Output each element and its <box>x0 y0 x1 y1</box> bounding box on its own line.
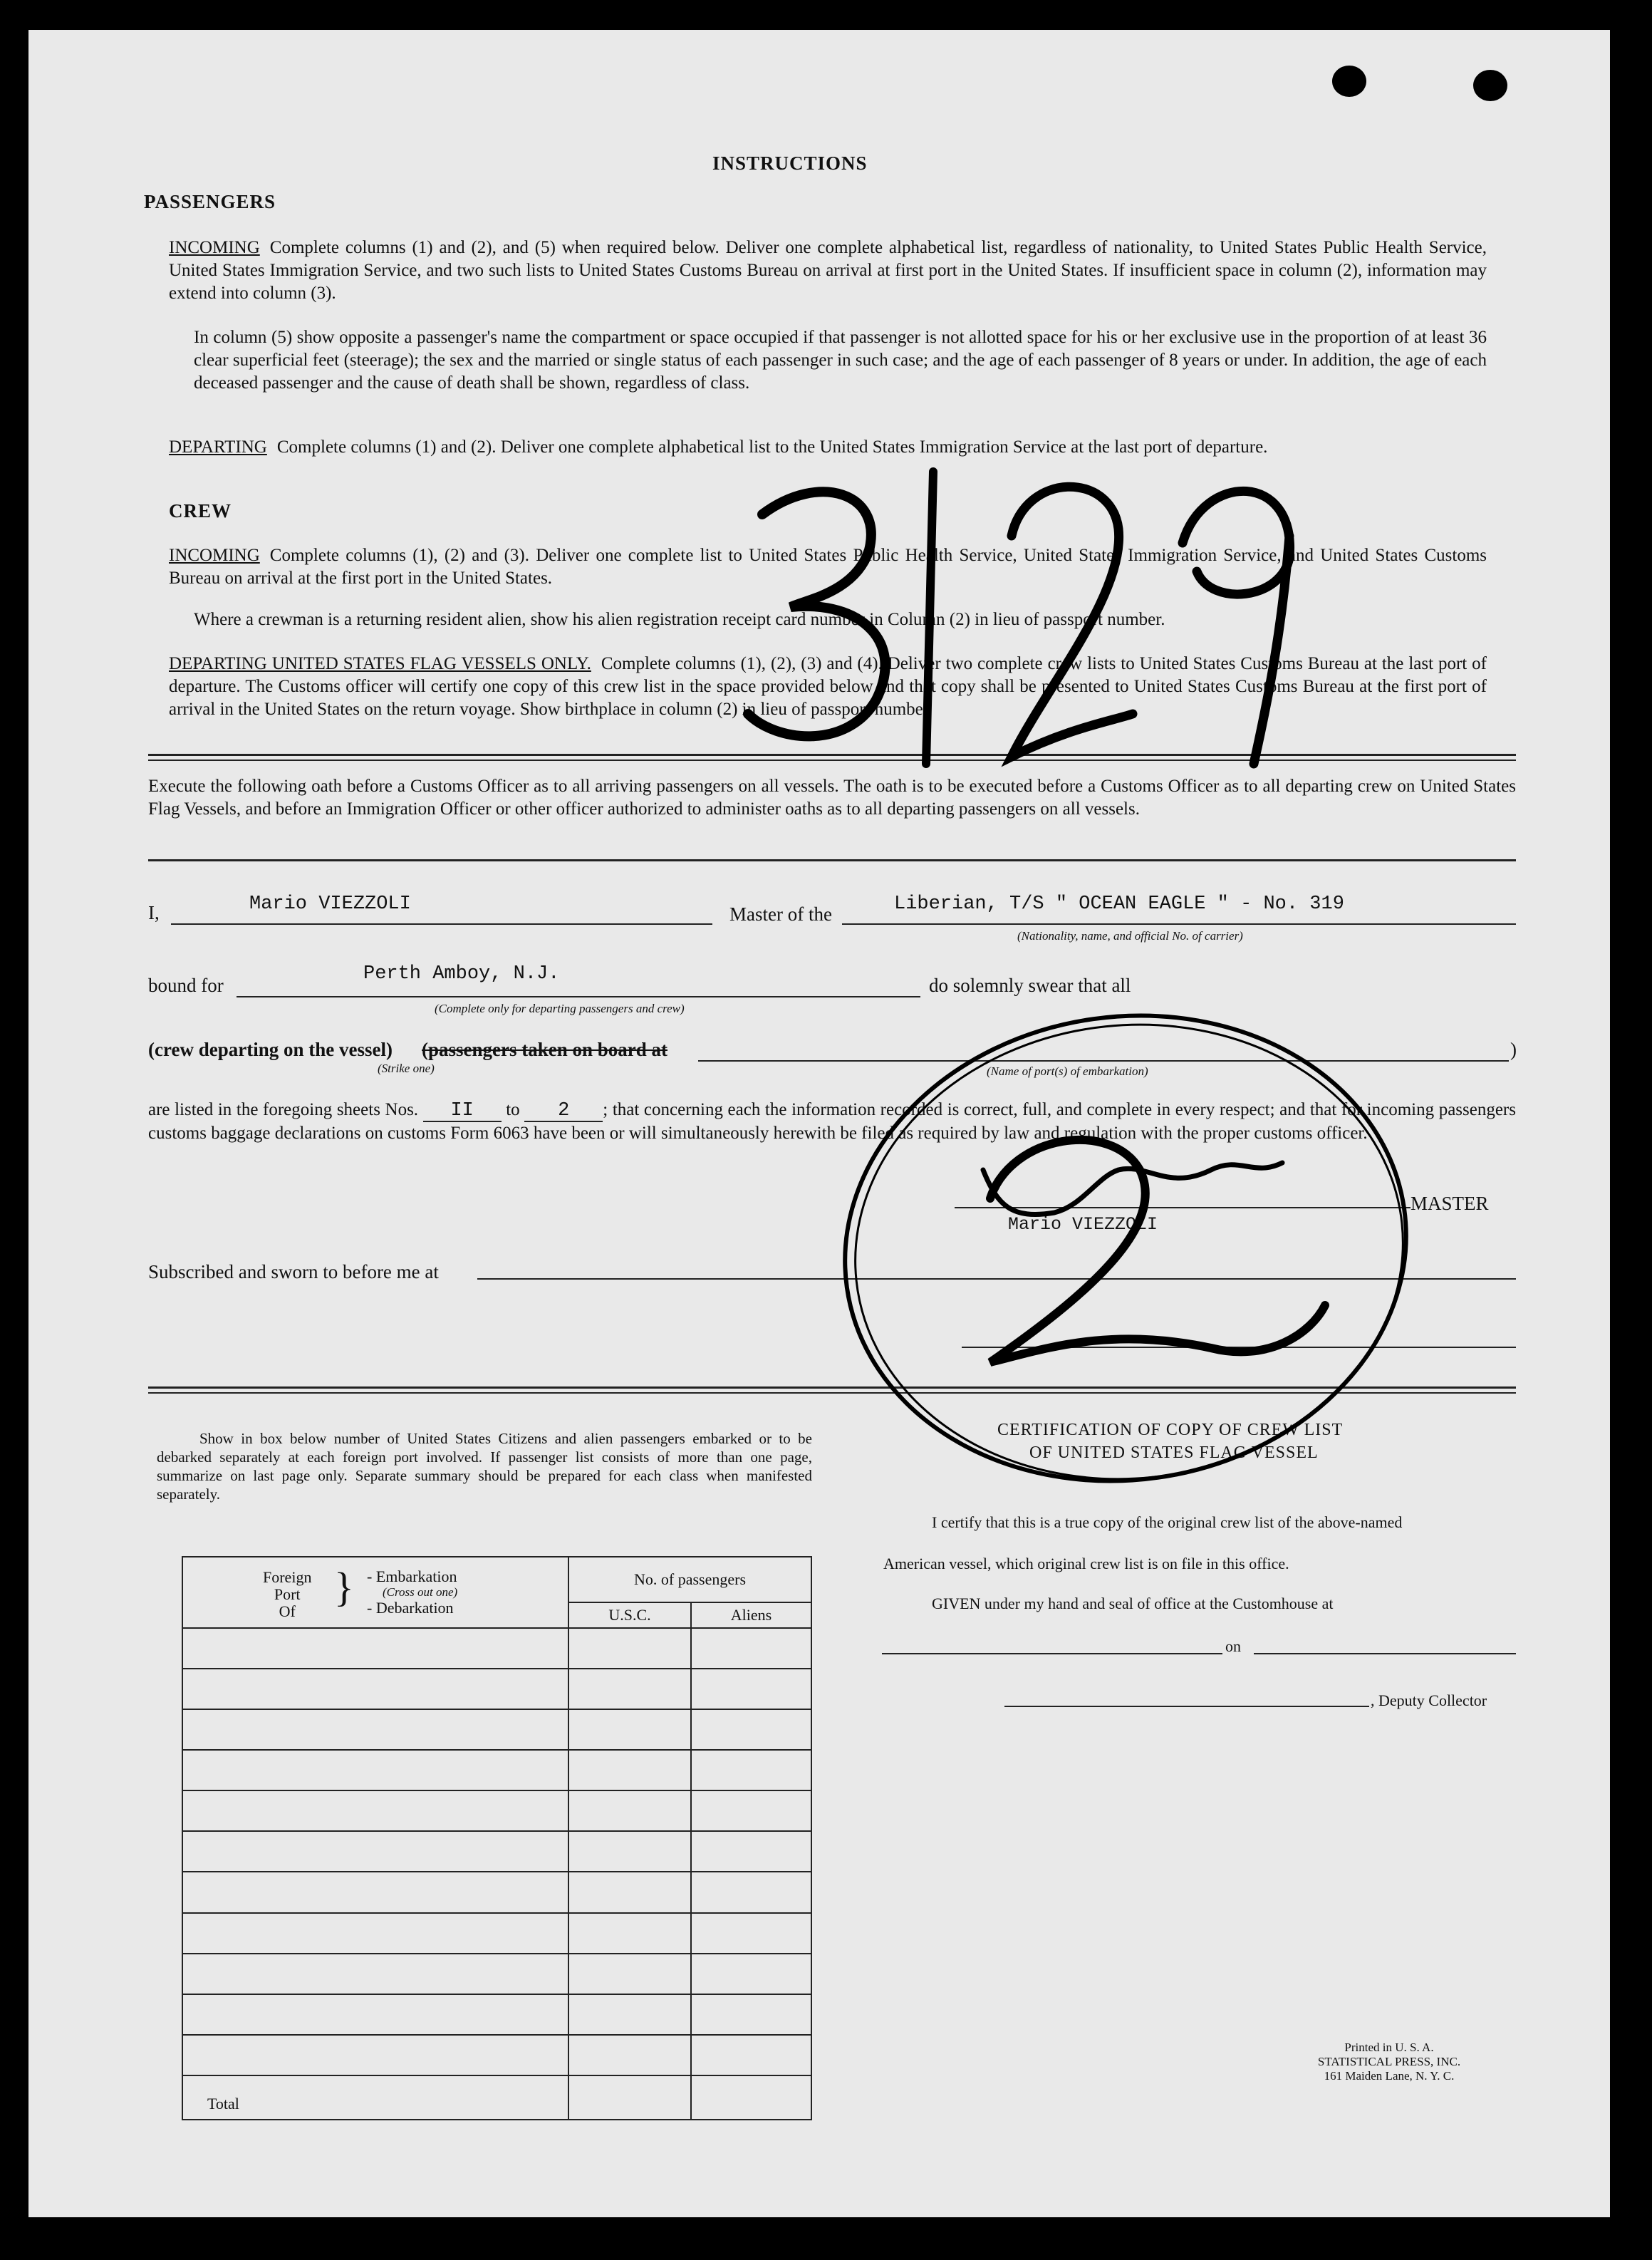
on-label: on <box>1225 1637 1241 1655</box>
certify-line-1: I certify that this is a true copy of the original crew list of the above-named <box>932 1513 1403 1531</box>
subscribed-label: Subscribed and sworn to before me at <box>148 1261 439 1282</box>
aliens-cell[interactable] <box>691 1709 811 1750</box>
master-name[interactable]: Mario VIEZZOLI <box>249 893 411 915</box>
departing-label: DEPARTING <box>169 437 267 457</box>
divider <box>148 859 1516 861</box>
crewman-instructions: Where a crewman is a returning resident alien, show his alien registration receipt card number in Column (2) in lieu of passport number. <box>194 610 1165 629</box>
port-cell[interactable] <box>182 2035 568 2075</box>
port-cell[interactable] <box>182 1709 568 1750</box>
divider <box>148 754 1516 756</box>
carrier-caption: (Nationality, name, and official No. of carrier) <box>1017 929 1243 943</box>
deputy-label: , Deputy Collector <box>1371 1691 1487 1709</box>
printer-imprint <box>1268 2041 1510 2083</box>
table-header-row <box>182 1557 811 1602</box>
oath-i-label: I, <box>148 902 160 923</box>
passengers-heading: PASSENGERS <box>144 191 276 212</box>
incoming-text: Complete columns (1) and (2), and (5) when required below. Deliver one complete alphabetical list, regardless of nationality, to United States Public Health Service, United States Immigration Service, and two such lists to United States Customs Bureau on arrival at first port in the United States. If insufficient space in column (2), information may extend into column (3). <box>169 238 1487 303</box>
column5-instructions: In column (5) show opposite a passenger's name the compartment or space occupied if that passenger is not allotted space for his or her exclusive use in the proportion of at least 36 clear superficial feet (steerage); the sex and the married or single status of each passenger in such case; and the age of each passenger of 8 years or under. In addition, the age of each deceased passenger and the cause of death shall be shown, regardless of class. <box>194 328 1487 393</box>
carrier-line <box>842 923 1516 925</box>
master-of-label: Master of the <box>729 903 832 925</box>
aliens-cell[interactable] <box>691 1954 811 1994</box>
port-cell[interactable] <box>182 1750 568 1790</box>
sheet-to[interactable]: 2 <box>524 1101 603 1122</box>
aliens-header: Aliens <box>691 1602 811 1628</box>
incoming-instructions <box>169 237 1487 305</box>
crew-incoming-instructions <box>169 544 1487 590</box>
usc-cell[interactable] <box>568 1872 691 1912</box>
ports-caption: (Name of port(s) of embarkation) <box>987 1064 1148 1078</box>
port-cell[interactable] <box>182 1872 568 1912</box>
brace-icon: } <box>334 1564 354 1610</box>
usc-cell[interactable] <box>568 1994 691 2035</box>
deputy-line[interactable] <box>1004 1706 1369 1707</box>
aliens-cell[interactable] <box>691 2035 811 2075</box>
table-row <box>182 1872 811 1912</box>
ports-line <box>698 1060 1509 1062</box>
table-row <box>182 1994 811 2035</box>
crew-heading: CREW <box>169 500 232 522</box>
departing-instructions <box>169 436 1487 459</box>
document-page <box>28 30 1610 2217</box>
name-line <box>171 923 712 925</box>
usc-cell[interactable] <box>568 1913 691 1954</box>
subscribed-line <box>477 1278 1516 1280</box>
bound-for-value[interactable]: Perth Amboy, N.J. <box>363 963 560 985</box>
customhouse-line[interactable] <box>882 1653 1222 1654</box>
usc-cell[interactable] <box>568 1750 691 1790</box>
usc-cell[interactable] <box>568 1669 691 1709</box>
sheets-paragraph <box>148 1099 1516 1145</box>
crew-departing-option[interactable]: (crew departing on the vessel) <box>148 1039 393 1060</box>
total-label: Total <box>182 2075 568 2120</box>
printer-line-2: STATISTICAL PRESS, INC. <box>1317 2055 1461 2068</box>
signature-line <box>955 1207 1411 1208</box>
aliens-total-cell[interactable] <box>691 2075 811 2120</box>
aliens-cell[interactable] <box>691 1831 811 1872</box>
to-label: to <box>506 1100 520 1119</box>
foreign-label: Foreign <box>263 1568 312 1586</box>
bound-for-line <box>237 996 920 997</box>
table-row <box>182 1669 811 1709</box>
divider <box>148 760 1516 761</box>
embark-options <box>367 1569 457 1616</box>
aliens-cell[interactable] <box>691 1628 811 1669</box>
certification-title-2: OF UNITED STATES FLAG VESSEL <box>1029 1443 1319 1462</box>
aliens-cell[interactable] <box>691 1913 811 1954</box>
table-row <box>182 1709 811 1750</box>
punch-hole <box>1332 66 1366 97</box>
of-label: Of <box>279 1602 296 1620</box>
total-row <box>182 2075 811 2120</box>
sheets-label: are listed in the foregoing sheets Nos. <box>148 1100 419 1119</box>
usc-cell[interactable] <box>568 2035 691 2075</box>
port-cell[interactable] <box>182 1790 568 1831</box>
table-row <box>182 1954 811 1994</box>
signature-typed-name: Mario VIEZZOLI <box>1008 1214 1158 1235</box>
embarkation-option[interactable]: - Embarkation <box>367 1567 457 1585</box>
certify-line-2: American vessel, which original crew list is on file in this office. <box>883 1555 1289 1572</box>
passenger-summary-table <box>182 1556 812 2120</box>
printer-line-3: 161 Maiden Lane, N. Y. C. <box>1324 2069 1455 2083</box>
port-label: Port <box>274 1585 301 1603</box>
aliens-cell[interactable] <box>691 1872 811 1912</box>
crew-departing-instructions <box>169 653 1487 721</box>
usc-cell[interactable] <box>568 1954 691 1994</box>
table-row <box>182 1831 811 1872</box>
table-row <box>182 1790 811 1831</box>
usc-cell[interactable] <box>568 1628 691 1669</box>
port-cell[interactable] <box>182 1954 568 1994</box>
passengers-option-struck[interactable]: (passengers taken on board at <box>422 1039 668 1060</box>
foreign-port-of <box>263 1569 311 1620</box>
table-row <box>182 1628 811 1669</box>
date-line[interactable] <box>1254 1653 1516 1654</box>
usc-cell[interactable] <box>568 1831 691 1872</box>
port-cell[interactable] <box>182 1994 568 2035</box>
officer-line <box>962 1347 1516 1348</box>
incoming-label: INCOMING <box>169 238 260 257</box>
aliens-cell[interactable] <box>691 1669 811 1709</box>
punch-hole <box>1473 70 1507 101</box>
port-cell[interactable] <box>182 1913 568 1954</box>
usc-cell[interactable] <box>568 1790 691 1831</box>
port-header-cell <box>182 1557 568 1628</box>
bound-for-label: bound for <box>148 975 224 996</box>
usc-header: U.S.C. <box>568 1602 691 1628</box>
oath-instructions: Execute the following oath before a Customs Officer as to all arriving passengers on all vessels. The oath is to be executed before a Customs Officer as to all departing crew on United States Flag Vessels, and before an Immigration Officer or other officer authorized to administer oaths as to all departing passengers on all vessels. <box>148 777 1516 819</box>
table-row <box>182 2035 811 2075</box>
aliens-cell[interactable] <box>691 1994 811 2035</box>
aliens-cell[interactable] <box>691 1750 811 1790</box>
crew-departing-text: Complete columns (1), (2), (3) and (4). Deliver two complete crew lists to United States Customs Bureau at the last port of departure. The Customs officer will certify one copy of this crew list in the space provided below and that copy shall be presented to United States Customs Bureau at the first port of arrival in the United States on the return voyage. Show birthplace in column (2) in lieu of passport number. <box>169 654 1487 719</box>
box-instructions: Show in box below number of United States Citizens and alien passengers embarked or to be debarked separately at each foreign port involved. If passenger list consists of more than one page, summarize on last page only. Separate summary should be prepared for each class when manifested separately. <box>157 1430 812 1503</box>
departing-text: Complete columns (1) and (2). Deliver one complete alphabetical list to the United States Immigration Service at the last port of departure. <box>276 437 1268 457</box>
port-cell[interactable] <box>182 1669 568 1709</box>
sheets-text: ; that concerning each the information recorded is correct, full, and complete in every respect; and that for incoming passengers customs baggage declarations on customs Form 6063 have been or will simultaneously herewith be filed as required by law and regulation with the proper customs officer. <box>148 1100 1516 1143</box>
printer-line-1: Printed in U. S. A. <box>1344 2041 1434 2054</box>
usc-cell[interactable] <box>568 1709 691 1750</box>
table-row <box>182 1913 811 1954</box>
port-cell[interactable] <box>182 1831 568 1872</box>
close-paren: ) <box>1510 1039 1517 1060</box>
divider <box>148 1386 1516 1389</box>
aliens-cell[interactable] <box>691 1790 811 1831</box>
sheet-from[interactable]: II <box>423 1101 502 1122</box>
no-passengers-header: No. of passengers <box>568 1557 811 1602</box>
port-cell[interactable] <box>182 1628 568 1669</box>
instructions-title: INSTRUCTIONS <box>712 152 868 174</box>
crew-incoming-label: INCOMING <box>169 546 260 565</box>
strike-caption: (Strike one) <box>378 1062 435 1075</box>
usc-total-cell[interactable] <box>568 2075 691 2120</box>
crew-incoming-text: Complete columns (1), (2) and (3). Deliver one complete list to United States Public Health Service, United States Immigration Service, and United States Customs Bureau on arrival at the first port in the United States. <box>169 546 1487 588</box>
divider <box>148 1392 1516 1394</box>
table-row <box>182 1750 811 1790</box>
bound-caption: (Complete only for departing passengers and crew) <box>435 1002 685 1015</box>
given-line: GIVEN under my hand and seal of office at the Customhouse at <box>932 1595 1334 1612</box>
crew-departing-label: DEPARTING UNITED STATES FLAG VESSELS ONLY. <box>169 654 591 673</box>
carrier-name[interactable]: Liberian, T/S " OCEAN EAGLE " - No. 319 <box>894 893 1344 915</box>
master-label: MASTER <box>1411 1193 1489 1214</box>
debarkation-option[interactable]: - Debarkation <box>367 1599 454 1617</box>
cross-out-note: (Cross out one) <box>383 1585 458 1599</box>
swear-label: do solemnly swear that all <box>929 975 1131 996</box>
certification-title-1: CERTIFICATION OF COPY OF CREW LIST <box>997 1421 1344 1439</box>
